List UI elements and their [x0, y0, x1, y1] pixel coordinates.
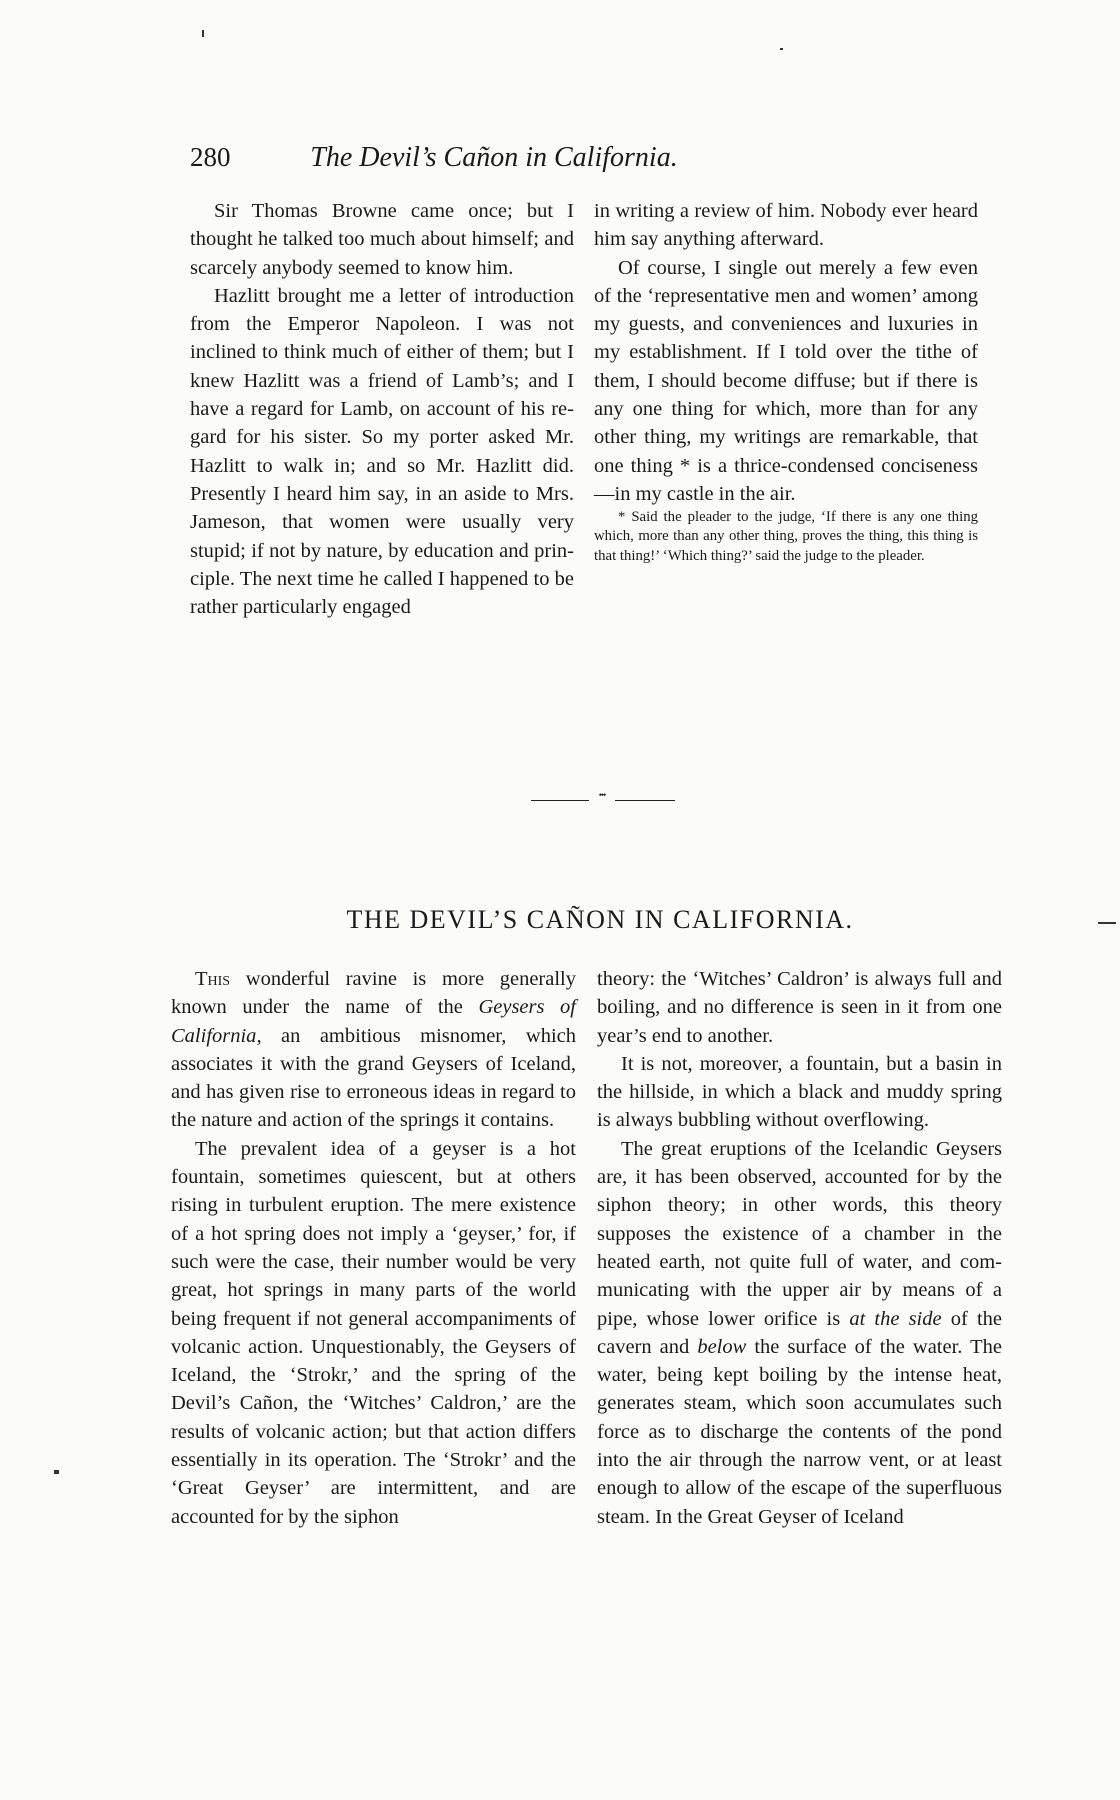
top-right-column — [594, 197, 978, 566]
top-left-column — [190, 197, 574, 621]
running-head — [190, 142, 798, 182]
paragraph: It is not, moreover, a fountain, but a basin in the hillside, in which a black and muddy spring is always bubbling without overflowing. — [597, 1052, 1002, 1132]
print-speck — [1098, 922, 1116, 924]
article-left-column — [171, 965, 576, 1531]
paragraph: Hazlitt brought me a letter of introduction from the Emperor Napoleon. I was not inclined to think much of either of them; but I knew Hazlitt was a friend of Lamb’s; and I have a regard for Lamb, on account of his regard for his sister. So my porter asked Mr. Hazlitt to walk in; and so Mr. Hazlitt did. Presently I heard him say, in an aside to Mrs. Jameson, that women were usually very stupid; if not by nature, by education and principle. The next time he called I happened to be rather particularly engaged — [190, 284, 574, 619]
paragraph: Of course, I single out merely a few even of the ‘representative men and women’ among my guests, and conveniences and luxuries in my establishment. If I told over the tithe of them, I should become diffuse; but if there is any one thing for which, more than for any other thing, my writings are remarkable, that one thing * is a thrice-condensed conciseness—in my castle in the air. — [594, 256, 978, 505]
print-speck — [54, 1470, 59, 1474]
dropword: This — [195, 968, 231, 990]
print-speck — [780, 48, 783, 50]
section-divider — [531, 790, 675, 803]
paragraph: This wonderful ravine is more generally known under the name of the Geysers of California, an ambitious misnomer, which associates it with the grand Geysers of Iceland, and has given rise to erroneous ideas in regard to the nature and action of the springs it contains. — [171, 968, 577, 1132]
running-title: The Devil’s Cañon in California. — [310, 142, 678, 173]
paragraph: The great eruptions of the Icelandic Geysers are, it has been observed, accounted for by the siphon theory; in other words, this theory supposes the existence of a chamber in the heated earth, not quite full of water, and communicating with the upper air by means of a pipe, whose lower orifice is at the side of the cavern and below the surface of the water. The water, being kept boiling by the intense heat, generates steam, which soon accumulates such force as to discharge the contents of the pond into the air through the narrow vent, or at least enough to allow of the escape of the superfluous steam. In the Great Geyser of Iceland — [597, 1137, 1002, 1528]
paragraph: The prevalent idea of a geyser is a hot fountain, sometimes quiescent, but at others rising in turbulent eruption. The mere existence of a hot spring does not imply a ‘geyser,’ for, if such were the case, their number would be very great, hot springs in many parts of the world being frequent if not general accompaniments of volcanic action. Unquestionably, the Geysers of Iceland, the ‘Strokr,’ and the spring of the Devil’s Cañon, the ‘Witches’ Caldron,’ are the results of volcanic action; but that action differs essentially in its operation. The ‘Strokr’ and the ‘Great Geyser’ are intermittent, and are accounted for by the siphon — [171, 1137, 576, 1528]
paragraph: theory: the ‘Witches’ Caldron’ is always full and boiling, and no difference is seen in it from one year’s end to another. — [597, 968, 1002, 1047]
page-number: 280 — [190, 142, 231, 172]
divider-ornament: ••• — [598, 790, 606, 800]
print-speck — [202, 30, 204, 37]
article-right-column — [597, 965, 1002, 1531]
paragraph: in writing a review of him. Nobody ever heard him say anything afterward. — [594, 200, 978, 251]
article-title: THE DEVIL’S CAÑON IN CALIFORNIA. — [346, 905, 854, 934]
footnote: * Said the pleader to the judge, ‘If there is any one thing which, more than any other thing, proves the thing, this thing is that thing!’ ‘Which thing?’ said the judge to the pleader. — [594, 509, 978, 564]
paragraph: Sir Thomas Browne came once; but I thought he talked too much about himself; and scarcely anybody seemed to know him. — [190, 200, 574, 279]
